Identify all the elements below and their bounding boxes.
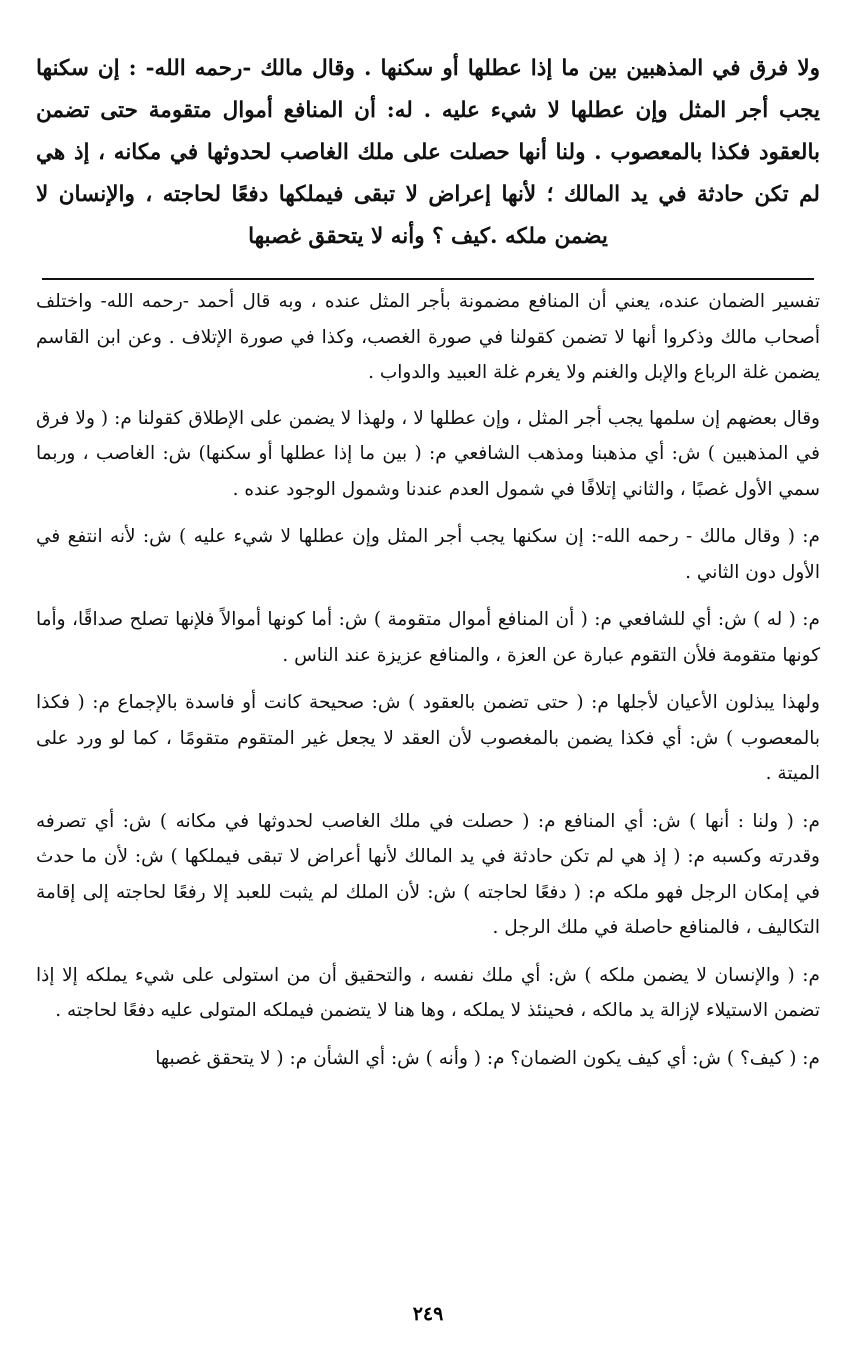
commentary-paragraph: م: ( وقال مالك - رحمه الله-: إن سكنها يجب أجر المثل وإن عطلها لا شيء عليه ) ش: لأنه انتفع في الأول دون الثاني . xyxy=(36,526,820,583)
commentary-paragraph: م: ( كيف؟ ) ش: أي كيف يكون الضمان؟ م: ( وأنه ) ش: أي الشأن م: ( لا يتحقق غصبها xyxy=(155,1047,820,1069)
separator-rule xyxy=(42,278,814,280)
commentary-paragraph: م: ( والإنسان لا يضمن ملكه ) ش: أي ملك نفسه ، والتحقيق أن من استولى على شيء يملكه إلا إذا تضمن الاستيلاء لإزالة يد مالكه ، فحينئذ لا يملكه ، وها هنا لا يتضمن فيملكه المتولى عليه دفعًا لحاجته . xyxy=(36,964,820,1021)
commentary xyxy=(36,284,820,1076)
commentary-paragraph: تفسير الضمان عنده، يعني أن المنافع مضمونة بأجر المثل عنده ، وبه قال أحمد -رحمه الله- واختلف أصحاب مالك وذكروا أنها لا تضمن كقولنا في صورة الغصب، وكذا في صورة الإتلاف . وعن ابن القاسم يضمن غلة الرباع والإبل والغنم ولا يغرم غلة العبيد والدواب . xyxy=(36,291,820,383)
commentary-paragraph: م: ( ولنا : أنها ) ش: أي المنافع م: ( حصلت في ملك الغاصب لحدوثها في مكانه ) ش: أي تصرفه وقدرته وكسبه م: ( إذ هي لم تكن حادثة في يد المالك لأنها أعراض لا تبقى فيملكها ) ش: لأن ما حدث في إمكان الرجل فهو ملكه م: ( دفعًا لحاجته ) ش: لأن الملك لم يثبت للعبد إلا رفعًا لحاجته إلى إقامة التكاليف ، فالمنافع حاصلة في ملك الرجل . xyxy=(36,810,820,938)
main-text: ولا فرق في المذهبين بين ما إذا عطلها أو سكنها . وقال مالك -رحمه الله- : إن سكنها يجب أجر المثل وإن عطلها لا شيء عليه . له: أن المنافع أموال متقومة حتى تضمن بالعقود فكذا بالمعصوب . ولنا أنها حصلت على ملك الغاصب لحدوثها في مكانه ، إذ هي لم تكن حادثة في يد المالك ؛ لأنها إعراض لا تبقى فيملكها دفعًا لحاجته ، والإنسان لا يضمن ملكه .كيف ؟ وأنه لا يتحقق غصبها xyxy=(36,56,820,249)
page-number: ٢٤٩ xyxy=(412,1304,444,1325)
commentary-paragraph: ولهذا يبذلون الأعيان لأجلها م: ( حتى تضمن بالعقود ) ش: صحيحة كانت أو فاسدة بالإجماع م: ( فكذا بالمعصوب ) ش: أي فكذا يضمن بالمغصوب لأن العقد لا يجعل غير المتقوم متقومًا ، كما لو ورد على الميتة . xyxy=(36,692,820,784)
commentary-paragraph: م: ( له ) ش: أي للشافعي م: ( أن المنافع أموال متقومة ) ش: أما كونها أموالاً فلإنها تصلح صداقًا، وأما كونها متقومة فلأن التقوم عبارة عن العزة ، والمنافع عزيزة عند الناس . xyxy=(36,609,820,666)
commentary-paragraph: وقال بعضهم إن سلمها يجب أجر المثل ، وإن عطلها لا ، ولهذا لا يضمن على الإطلاق كقولنا م: ( ولا فرق في المذهبين ) ش: أي مذهبنا ومذهب الشافعي م: ( بين ما إذا عطلها أو سكنها) ش: الغاصب ، وربما سمي الأول غصبًا ، والثاني إتلافًا في شمول العدم عندنا وشمول الوجود عنده . xyxy=(36,407,820,500)
